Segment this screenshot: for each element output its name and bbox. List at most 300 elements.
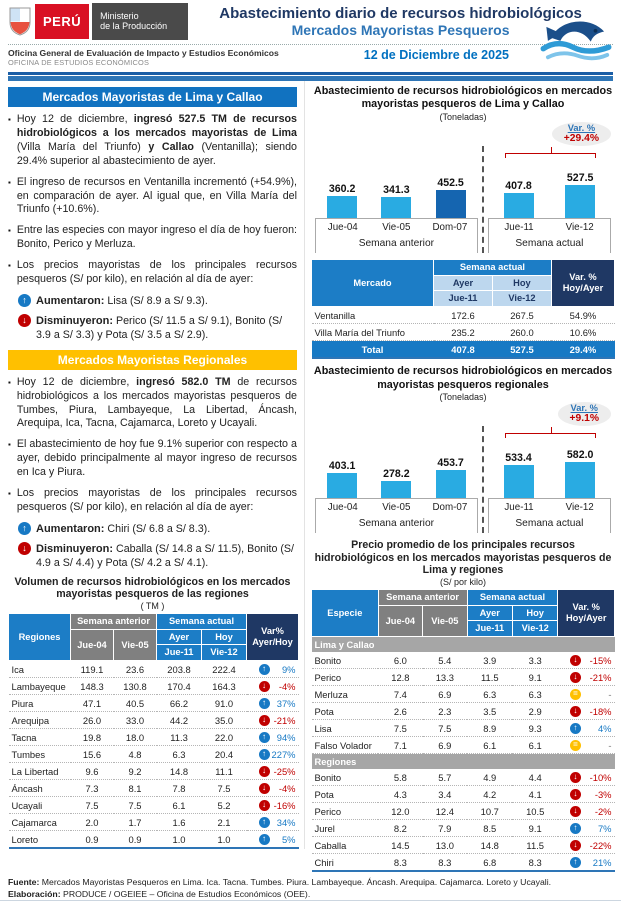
x-axis-labels	[489, 218, 610, 235]
header-divider	[8, 72, 613, 81]
value-cell: 10.7	[467, 803, 512, 820]
species-name: Pota	[312, 786, 379, 803]
var-value: -4%	[278, 680, 296, 692]
var-label-line2: Hoy/Ayer	[562, 283, 604, 293]
bullet-item	[8, 376, 297, 432]
col-group-semana-actual: Semana actual	[467, 590, 558, 606]
value-cell: 12.0	[378, 803, 422, 820]
var-cell	[558, 669, 615, 686]
value-cell: 12.4	[423, 803, 467, 820]
move-content	[36, 314, 297, 343]
move-label: Disminuyeron:	[36, 314, 114, 327]
var-content	[560, 740, 612, 751]
value-cell: 4.9	[467, 769, 512, 786]
regions-table-title: Volumen de recursos hidrobiológicos en los mercados mayoristas pesqueros de las regiones	[14, 575, 291, 601]
table-row	[312, 703, 615, 720]
regions-table-unit: ( TM )	[140, 600, 165, 611]
value-cell: 9.1	[512, 820, 557, 837]
value-cell: 130.8	[114, 678, 157, 695]
var-value: -21%	[273, 714, 296, 726]
var-content	[560, 823, 612, 834]
move-text: Lisa (S/ 8.9 a S/ 9.3).	[104, 294, 208, 307]
species-name: Jurel	[312, 820, 379, 837]
decrease-icon: ↓	[570, 772, 581, 783]
x-axis-labels	[316, 498, 477, 515]
bar-column	[320, 183, 364, 218]
value-cell: 8.2	[378, 820, 422, 837]
table-row	[312, 307, 615, 324]
value-cell: 3.5	[467, 703, 512, 720]
col-group-semana-anterior: Semana anterior	[378, 590, 467, 606]
region-name: Tacna	[9, 729, 71, 746]
source-line	[8, 877, 613, 889]
value-cell: 7.9	[423, 820, 467, 837]
value-cell: 8.5	[467, 820, 512, 837]
var-label-line1: Var. %	[572, 602, 600, 613]
increase-icon: ↑	[259, 732, 270, 743]
table-row	[312, 820, 615, 837]
var-cell	[247, 831, 299, 849]
table-row	[9, 814, 299, 831]
section-header-regional: Mercados Mayoristas Regionales	[8, 350, 297, 370]
col-header-jue04: Jue-04	[378, 605, 422, 636]
header-top-row	[8, 3, 613, 45]
var-content	[560, 689, 612, 700]
variation-value: +9.1%	[569, 413, 599, 424]
bullet-item	[8, 113, 297, 169]
species-name: Caballa	[312, 837, 379, 854]
section-header-lima: Mercados Mayoristas de Lima y Callao	[8, 87, 297, 107]
table-row	[312, 686, 615, 703]
table-row	[9, 712, 299, 729]
species-name: Pota	[312, 703, 379, 720]
region-name: La Libertad	[9, 763, 71, 780]
value-cell: 7.8	[157, 780, 202, 797]
species-name: Perico	[312, 803, 379, 820]
col-header-var	[247, 613, 299, 660]
value-cell: 0.9	[71, 831, 114, 849]
value-cell: 6.8	[467, 854, 512, 872]
table-row	[312, 720, 615, 737]
price-move-up	[18, 522, 297, 537]
var-cell	[247, 729, 299, 746]
bar	[504, 193, 534, 218]
decrease-icon: ↓	[18, 542, 31, 555]
move-content	[36, 294, 208, 309]
x-axis-labels	[316, 218, 477, 235]
x-tick-label: Vie-12	[565, 221, 594, 233]
page-subtitle: Mercados Mayoristas Pesqueros	[291, 22, 510, 38]
value-cell: 18.0	[114, 729, 157, 746]
group-label: Semana actual	[515, 518, 584, 529]
move-label: Aumentaron:	[36, 522, 105, 535]
bullet-item	[8, 176, 297, 218]
x-tick-label: Dom-07	[432, 502, 468, 513]
col-header-hoy: Hoy	[492, 275, 551, 291]
bullet-text: Hoy 12 de diciembre, ingresó 527.5 TM de recursos hidrobiológicos a los mercados mayoristas de Lima (Villa María del Triunfo) y Callao (Ventanilla); siendo 29.4% superior al abastecimiento de ayer.	[16, 113, 297, 167]
var-content	[249, 664, 296, 675]
value-cell: 164.3	[202, 678, 247, 695]
regions-table	[8, 613, 299, 849]
species-name: Bonito	[312, 769, 379, 786]
x-tick-label: Jue-04	[327, 221, 358, 233]
bar	[565, 185, 595, 218]
value-cell: 203.8	[157, 661, 202, 678]
table-row	[312, 786, 615, 803]
group-label: Semana anterior	[358, 237, 435, 249]
col-header-var	[551, 259, 614, 306]
bar	[436, 190, 466, 218]
value-cell: 6.1	[157, 797, 202, 814]
value-cell: 1.6	[157, 814, 202, 831]
equal-icon: =	[570, 740, 581, 751]
var-value: -22%	[589, 839, 612, 851]
table-row	[9, 729, 299, 746]
footer	[0, 872, 621, 900]
regions-table-body	[9, 661, 299, 849]
value-cell: 35.0	[202, 712, 247, 729]
species-name: Chiri	[312, 854, 379, 872]
region-name: Arequipa	[9, 712, 71, 729]
var-value: -15%	[589, 654, 612, 666]
value-cell: 20.4	[202, 746, 247, 763]
var-cell	[558, 803, 615, 820]
var-content	[560, 723, 612, 734]
value-cell: 7.5	[71, 797, 114, 814]
bar	[327, 473, 357, 498]
report-date: 12 de Diciembre de 2025	[363, 48, 509, 62]
bar-value-label: 533.4	[505, 452, 532, 464]
source-text: Mercados Mayoristas Pesqueros en Lima. Ica. Tacna. Tumbes. Piura. Lambayeque. Áncash. Arequipa. Cajamarca. Loreto y Ucayali.	[39, 877, 552, 888]
var-value: 21%	[592, 856, 612, 868]
chart-unit: (Toneladas)	[439, 111, 487, 122]
value-cell: 0.9	[114, 831, 157, 849]
decrease-icon: ↓	[259, 715, 270, 726]
value-cell: 11.5	[467, 669, 512, 686]
var-cell	[247, 678, 299, 695]
region-name: Áncash	[9, 780, 71, 797]
var-content	[560, 857, 612, 868]
col-header-vie05: Vie-05	[114, 629, 157, 660]
market-name: Ventanilla	[312, 307, 434, 324]
bar-column	[429, 177, 473, 218]
region-name: Piura	[9, 695, 71, 712]
table-row	[9, 678, 299, 695]
value-cell: 7.5	[378, 720, 422, 737]
source-label: Fuente:	[8, 877, 40, 888]
ministry-line1: Ministerio	[100, 11, 139, 21]
var-content	[249, 817, 296, 828]
bar-value-label: 403.1	[328, 460, 356, 472]
bar-column	[429, 457, 473, 498]
value-cell: 9.3	[512, 720, 557, 737]
x-tick-label: Jue-11	[504, 221, 534, 233]
chart-plot	[315, 403, 611, 533]
var-label-line2: Ayer/Hoy	[252, 637, 293, 647]
col-header-vie05: Vie-05	[423, 605, 467, 636]
axis-label-block	[315, 498, 478, 533]
bar-column	[558, 449, 602, 498]
var-content	[560, 672, 612, 683]
value-cell: 11.5	[512, 837, 557, 854]
value-cell: 4.1	[512, 786, 557, 803]
axis-label-block	[315, 218, 478, 253]
var-cell	[558, 652, 615, 669]
x-tick-label: Jue-11	[504, 502, 534, 513]
main-content	[0, 81, 621, 872]
bars-area	[315, 426, 478, 498]
price-table	[311, 589, 615, 872]
bar-column	[374, 184, 418, 218]
axis-label-block	[488, 498, 611, 533]
value-cell: 40.5	[114, 695, 157, 712]
value-cell: 44.2	[157, 712, 202, 729]
increase-icon: ↑	[259, 664, 270, 675]
value-cell: 7.5	[202, 780, 247, 797]
value-cell: 172.6	[434, 307, 493, 324]
value-cell: 7.1	[378, 737, 422, 754]
bar-value-label: 360.2	[328, 182, 356, 195]
var-value: 9%	[281, 663, 296, 675]
lima-price-moves	[18, 294, 297, 343]
increase-icon: ↑	[18, 294, 31, 307]
elaboration-text: PRODUCE / OGEIEE – Oficina de Estudios Económicos (OEE).	[60, 888, 311, 899]
var-cell	[558, 737, 615, 754]
value-cell: 10.5	[512, 803, 557, 820]
value-cell: 6.0	[378, 652, 422, 669]
col-header-jue11: Jue-11	[467, 621, 512, 637]
var-label-line1: Var. %	[569, 272, 597, 283]
bar-column	[497, 180, 541, 218]
table-row	[9, 763, 299, 780]
bullet-icon: ▪	[8, 115, 11, 124]
bar-value-label: 582.0	[566, 449, 594, 461]
value-cell: 2.3	[423, 703, 467, 720]
col-header-hoy: Hoy	[202, 629, 247, 645]
var-cell	[558, 854, 615, 872]
value-cell: 2.9	[512, 703, 557, 720]
chart-title: Abastecimiento de recursos hidrobiológicos en mercados mayoristas pesqueros de Lima y Callao	[313, 85, 613, 111]
value-cell: 11.3	[157, 729, 202, 746]
variation-bubble	[552, 122, 611, 146]
var-cell	[558, 837, 615, 854]
var-content	[249, 766, 296, 777]
price-table-title: Precio promedio de los principales recursos hidrobiológicos en los mercados mayoristas pesqueros de Lima y regiones	[314, 539, 612, 577]
variation-label: Var. %	[570, 403, 598, 413]
bullet-item	[8, 259, 297, 287]
bar-value-label: 341.3	[383, 183, 410, 196]
value-cell: 6.1	[467, 737, 512, 754]
bullet-icon: ▪	[8, 177, 11, 187]
value-cell: 2.6	[378, 703, 422, 720]
col-header-ayer: Ayer	[467, 605, 512, 621]
table-row	[9, 695, 299, 712]
region-name: Lambayeque	[9, 678, 71, 695]
var-content	[560, 706, 612, 717]
increase-icon: ↑	[570, 823, 581, 834]
bullet-text: El abastecimiento de hoy fue 9.1% superior con respecto a ayer, debido principalmente al mayor ingreso de recursos en Ica y Piura.	[16, 438, 297, 479]
regional-price-moves	[18, 522, 297, 571]
var-value: 227%	[271, 748, 296, 760]
col-group-semana-actual: Semana actual	[157, 613, 247, 629]
value-cell: 11.1	[202, 763, 247, 780]
region-name: Ucayali	[9, 797, 71, 814]
value-cell: 267.5	[492, 307, 551, 324]
var-cell	[247, 780, 299, 797]
decrease-icon: ↓	[259, 766, 270, 777]
bar	[327, 196, 357, 218]
bar-column	[558, 172, 602, 218]
value-cell: 148.3	[71, 678, 114, 695]
var-value: 7%	[597, 822, 612, 834]
value-cell: 23.6	[114, 661, 157, 678]
chart-group	[315, 426, 478, 533]
var-content	[249, 732, 296, 743]
decrease-icon: ↓	[259, 681, 270, 692]
table-row	[9, 831, 299, 849]
decrease-icon: ↓	[570, 840, 581, 851]
value-cell: 9.1	[512, 669, 557, 686]
value-cell: 6.3	[467, 686, 512, 703]
increase-icon: ↑	[259, 817, 270, 828]
variation-bracket	[505, 153, 596, 158]
var-content	[560, 655, 612, 666]
value-cell: 8.9	[467, 720, 512, 737]
value-cell: 19.8	[71, 729, 114, 746]
bar	[565, 462, 595, 498]
increase-icon: ↑	[259, 698, 270, 709]
dashed-divider	[482, 426, 484, 533]
price-table-body	[312, 637, 615, 872]
col-header-especie: Especie	[312, 590, 379, 637]
office-dept: OFICINA DE ESTUDIOS ECONÓMICOS	[8, 58, 150, 67]
var-value: -21%	[589, 671, 612, 683]
bullet-icon: ▪	[8, 261, 11, 271]
x-tick-label: Jue-04	[327, 502, 358, 513]
section-row	[312, 637, 615, 653]
chart-regionales	[311, 365, 615, 533]
x-tick-label: Vie-12	[565, 502, 594, 513]
equal-icon: =	[570, 689, 581, 700]
value-cell: 33.0	[114, 712, 157, 729]
decrease-icon: ↓	[18, 314, 31, 327]
bar-column	[374, 468, 418, 498]
bullet-icon: ▪	[8, 489, 11, 499]
col-header-vie12: Vie-12	[202, 645, 247, 661]
var-content	[249, 681, 296, 692]
col-header-jue04: Jue-04	[71, 629, 114, 660]
decrease-icon: ↓	[570, 806, 581, 817]
table-row	[312, 652, 615, 669]
bar-value-label: 527.5	[566, 171, 594, 184]
move-content	[36, 542, 297, 571]
x-tick-label: Dom-07	[432, 221, 468, 233]
var-value: 4%	[597, 722, 612, 734]
value-cell: 5.8	[378, 769, 422, 786]
chart-unit: (Toneladas)	[439, 392, 487, 402]
value-cell: 26.0	[71, 712, 114, 729]
var-value: -18%	[589, 705, 612, 717]
value-cell: 7.5	[114, 797, 157, 814]
table-row	[312, 854, 615, 872]
left-column	[0, 81, 305, 849]
value-cell: 14.8	[157, 763, 202, 780]
species-name: Lisa	[312, 720, 379, 737]
group-label: Semana actual	[515, 237, 584, 249]
value-cell: 7.4	[378, 686, 422, 703]
value-cell: 22.0	[202, 729, 247, 746]
bullet-icon: ▪	[8, 377, 11, 387]
increase-icon: ↑	[570, 857, 581, 868]
total-label: Total	[312, 341, 434, 359]
increase-icon: ↑	[259, 749, 270, 760]
value-cell: 1.0	[157, 831, 202, 849]
region-name: Tumbes	[9, 746, 71, 763]
value-cell: 1.0	[202, 831, 247, 849]
bullet-item	[8, 438, 297, 480]
value-cell: 8.3	[378, 854, 422, 872]
value-cell: 4.8	[114, 746, 157, 763]
move-label: Disminuyeron:	[36, 542, 114, 555]
table-row	[312, 803, 615, 820]
var-cell	[247, 661, 299, 678]
value-cell: 14.5	[378, 837, 422, 854]
var-value: -3%	[594, 788, 612, 800]
value-cell: 9.6	[71, 763, 114, 780]
value-cell: 7.3	[71, 780, 114, 797]
value-cell: 8.1	[114, 780, 157, 797]
regional-bullet-list	[8, 376, 297, 515]
increase-icon: ↑	[259, 834, 270, 845]
market-name: Villa María del Triunfo	[312, 324, 434, 341]
value-cell: 7.5	[423, 720, 467, 737]
value-cell: 12.8	[378, 669, 422, 686]
header-sub-row	[8, 45, 613, 71]
value-cell: 5.4	[423, 652, 467, 669]
species-name: Perico	[312, 669, 379, 686]
bar	[381, 197, 411, 218]
office-name: Oficina General de Evaluación de Impacto y Estudios Económicos	[8, 48, 279, 58]
bar	[436, 470, 466, 498]
var-label-line1: Var%	[261, 626, 284, 637]
value-cell: 1.7	[114, 814, 157, 831]
var-cell	[558, 786, 615, 803]
var-cell	[558, 769, 615, 786]
var-value: 5%	[281, 833, 296, 845]
x-axis-labels	[489, 498, 610, 515]
value-cell: 5.7	[423, 769, 467, 786]
col-header-hoy: Hoy	[512, 605, 557, 621]
bar-value-label: 452.5	[437, 176, 464, 189]
move-text: Caballa (S/ 14.8 a S/ 11.5), Bonito (S/ 4.9 a S/ 4.4) y Pota (S/ 4.2 a S/ 4.1).	[36, 542, 295, 569]
variation-value: +29.4%	[563, 132, 599, 144]
var-value: 37%	[276, 697, 296, 709]
var-cell	[558, 686, 615, 703]
variation-label: Var. %	[567, 122, 596, 133]
value-cell: 2.0	[71, 814, 114, 831]
region-name: Loreto	[9, 831, 71, 849]
col-header-regiones: Regiones	[9, 613, 71, 660]
var-value: -4%	[278, 782, 296, 794]
value-cell: 6.1	[512, 737, 557, 754]
x-tick-label: Vie-05	[382, 502, 411, 513]
bar-column	[320, 460, 364, 498]
col-group-semana-actual: Semana actual	[434, 259, 552, 275]
bullet-item	[8, 224, 297, 252]
price-move-down	[18, 542, 297, 571]
bars-area	[315, 146, 478, 218]
var-value: -2%	[594, 805, 612, 817]
